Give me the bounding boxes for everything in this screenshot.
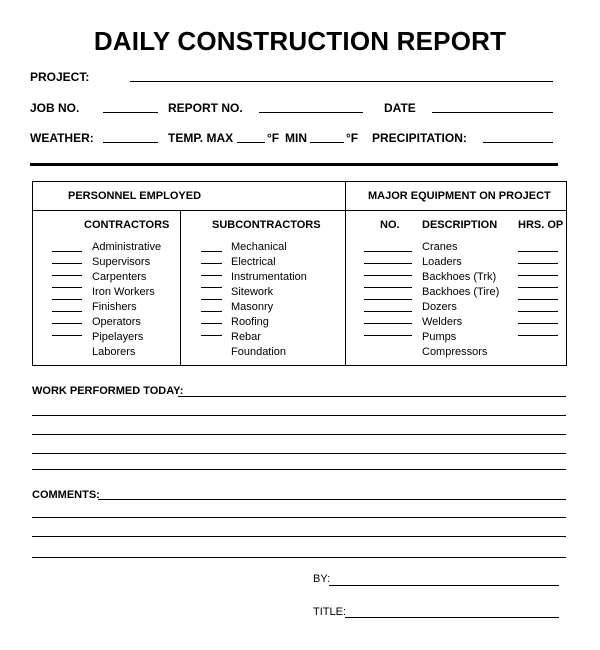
by-field[interactable]: [329, 585, 559, 586]
equipment-hours-field[interactable]: [518, 251, 558, 252]
subcontractor-count-field[interactable]: [201, 323, 222, 324]
subcontractor-count-field[interactable]: [201, 275, 222, 276]
date-field[interactable]: [432, 112, 553, 113]
equipment-label: Backhoes (Trk): [422, 271, 497, 283]
equipment-hours-field[interactable]: [518, 299, 558, 300]
contractor-count-field[interactable]: [52, 299, 82, 300]
contractor-count-field[interactable]: [52, 287, 82, 288]
description-heading: DESCRIPTION: [422, 219, 498, 231]
work-performed-line[interactable]: [32, 415, 566, 416]
table-divider-main: [345, 181, 346, 366]
job-no-field[interactable]: [103, 112, 158, 113]
subcontractor-label: Masonry: [231, 301, 274, 313]
subcontractor-count-field[interactable]: [201, 311, 222, 312]
subcontractor-label: Instrumentation: [231, 271, 307, 283]
date-label: DATE: [384, 101, 416, 115]
contractor-count-field[interactable]: [52, 263, 82, 264]
subcontractor-count-field[interactable]: [201, 287, 222, 288]
contractor-label: Pipelayers: [92, 331, 144, 343]
equipment-label: Backhoes (Tire): [422, 286, 500, 298]
equipment-hours-field[interactable]: [518, 323, 558, 324]
deg-f-max-label: °F: [267, 131, 280, 145]
contractor-count-field[interactable]: [52, 311, 82, 312]
subcontractor-count-field[interactable]: [201, 263, 222, 264]
min-label: MIN: [285, 131, 307, 145]
contractor-label: Laborers: [92, 346, 136, 358]
temp-max-field[interactable]: [237, 142, 265, 143]
comments-line[interactable]: [32, 517, 566, 518]
equipment-no-field[interactable]: [364, 323, 412, 324]
comments-label: COMMENTS:: [32, 489, 100, 501]
contractor-label: Iron Workers: [92, 286, 155, 298]
equipment-label: Pumps: [422, 331, 457, 343]
weather-field[interactable]: [103, 142, 158, 143]
project-label: PROJECT:: [30, 70, 90, 84]
subcontractor-label: Mechanical: [231, 241, 287, 253]
contractor-label: Operators: [92, 316, 141, 328]
no-heading: NO.: [380, 219, 400, 231]
equipment-hours-field[interactable]: [518, 335, 558, 336]
equipment-no-field[interactable]: [364, 275, 412, 276]
work-performed-line[interactable]: [32, 453, 566, 454]
contractor-count-field[interactable]: [52, 275, 82, 276]
hrs-op-heading: HRS. OP: [518, 219, 564, 231]
equipment-no-field[interactable]: [364, 263, 412, 264]
temp-max-label: TEMP. MAX: [168, 131, 234, 145]
subcontractor-count-field[interactable]: [201, 251, 222, 252]
title-label: TITLE:: [313, 606, 347, 618]
work-performed-line[interactable]: [32, 469, 566, 470]
report-no-label: REPORT NO.: [168, 101, 243, 115]
deg-f-min-label: °F: [346, 131, 359, 145]
equipment-no-field[interactable]: [364, 311, 412, 312]
equipment-no-field[interactable]: [364, 287, 412, 288]
project-field[interactable]: [130, 81, 553, 82]
temp-min-field[interactable]: [310, 142, 344, 143]
by-label: BY:: [313, 573, 331, 585]
equipment-hours-field[interactable]: [518, 275, 558, 276]
equipment-label: Compressors: [422, 346, 488, 358]
header-divider: [30, 163, 558, 166]
equipment-no-field[interactable]: [364, 335, 412, 336]
work-performed-label: WORK PERFORMED TODAY:: [32, 385, 184, 397]
report-title: DAILY CONSTRUCTION REPORT: [93, 26, 507, 56]
contractor-count-field[interactable]: [52, 251, 82, 252]
personnel-heading: PERSONNEL EMPLOYED: [68, 190, 202, 202]
report-no-field[interactable]: [259, 112, 363, 113]
equipment-heading: MAJOR EQUIPMENT ON PROJECT: [368, 190, 551, 202]
subcontractors-heading: SUBCONTRACTORS: [212, 219, 321, 231]
equipment-label: Cranes: [422, 241, 458, 253]
equipment-label: Welders: [422, 316, 463, 328]
comments-line[interactable]: [98, 499, 566, 500]
work-performed-line[interactable]: [178, 396, 566, 397]
subcontractor-label: Sitework: [231, 286, 274, 298]
table-divider-personnel: [180, 210, 181, 366]
subcontractor-label: Rebar: [231, 331, 261, 343]
comments-line[interactable]: [32, 557, 566, 558]
equipment-no-field[interactable]: [364, 251, 412, 252]
contractor-count-field[interactable]: [52, 323, 82, 324]
subcontractor-count-field[interactable]: [201, 299, 222, 300]
equipment-label: Dozers: [422, 301, 457, 313]
equipment-no-field[interactable]: [364, 299, 412, 300]
subcontractor-label: Foundation: [231, 346, 287, 358]
contractor-label: Carpenters: [92, 271, 147, 283]
comments-line[interactable]: [32, 536, 566, 537]
contractor-count-field[interactable]: [52, 335, 82, 336]
weather-label: WEATHER:: [30, 131, 94, 145]
contractor-label: Finishers: [92, 301, 137, 313]
equipment-hours-field[interactable]: [518, 263, 558, 264]
contractors-heading: CONTRACTORS: [84, 219, 170, 231]
contractor-label: Supervisors: [92, 256, 151, 268]
job-no-label: JOB NO.: [30, 101, 80, 115]
equipment-label: Loaders: [422, 256, 462, 268]
subcontractor-label: Electrical: [231, 256, 276, 268]
work-performed-line[interactable]: [32, 434, 566, 435]
precipitation-label: PRECIPITATION:: [372, 131, 467, 145]
precipitation-field[interactable]: [483, 142, 553, 143]
equipment-hours-field[interactable]: [518, 311, 558, 312]
title-field[interactable]: [345, 617, 559, 618]
equipment-hours-field[interactable]: [518, 287, 558, 288]
subcontractor-label: Roofing: [231, 316, 269, 328]
contractor-label: Administrative: [92, 241, 162, 253]
subcontractor-count-field[interactable]: [201, 335, 222, 336]
table-header-divider: [32, 210, 567, 211]
